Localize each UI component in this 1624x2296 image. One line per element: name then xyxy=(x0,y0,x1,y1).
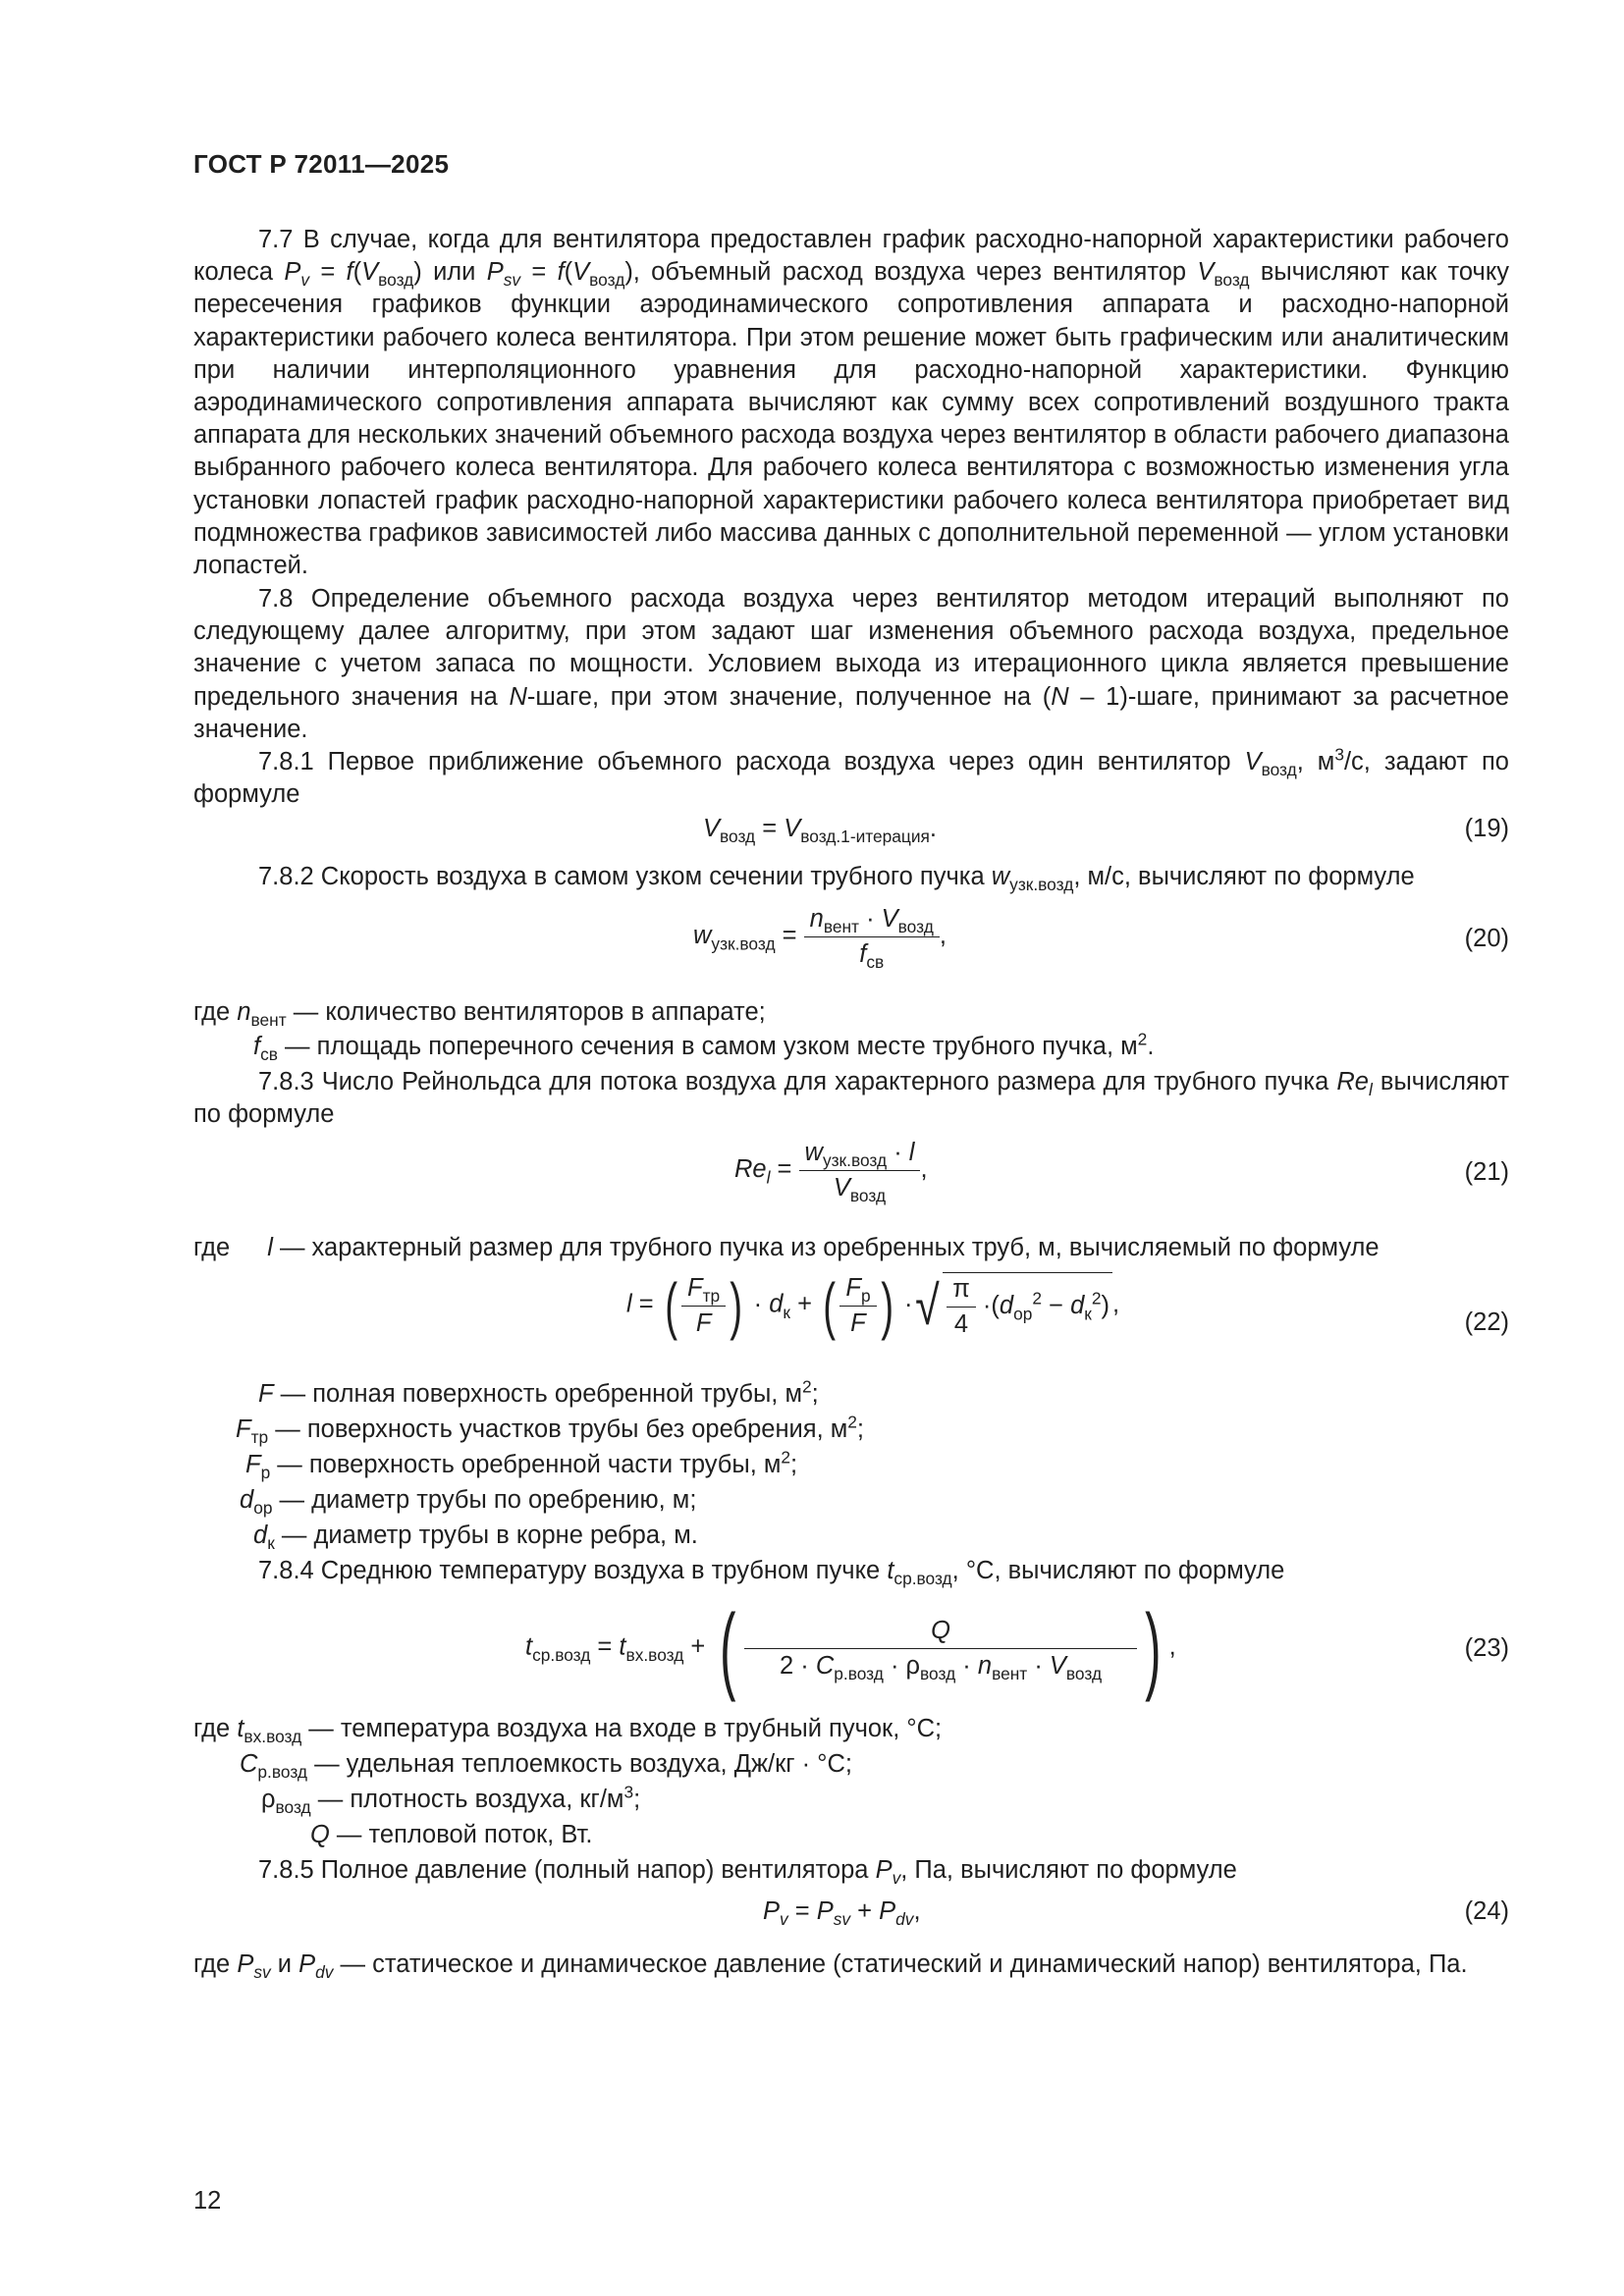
paragraph-7-8-5: 7.8.5 Полное давление (полный напор) вентилятора $P_v$, Па, вычисляют по формуле xyxy=(258,1856,1237,1889)
paragraph-7-8-2: 7.8.2 Скорость воздуха в самом узком сечении трубного пучка $w_{узк.возд}$, м/с, вычисляют по формуле xyxy=(258,863,1415,895)
formula-22: l = ( $\frac{F_{тр}}{F}$ ) · $d_к$ + ( $\frac{F_р}{F}$ ) ·√ $\frac{\pi}{4}$ $\cdot(d_{ор}^2 - d_к^2)$ , xyxy=(626,1270,1120,1341)
fraction: $\frac{n_{вент} \cdot V_{возд}}{f_{св}}$ xyxy=(804,905,940,969)
where-F-r: $F_р$ — поверхность оребренной части трубы, $м^2$; xyxy=(245,1447,798,1483)
where-d-or: $d_{ор}$ — диаметр трубы по оребрению, м; xyxy=(240,1486,697,1519)
where-f-sv: $f_{св}$ — площадь поперечного сечения в самом узком месте трубного пучка, $м^2$. xyxy=(253,1029,1155,1065)
formula-20: $w_{узк.возд}$ = $\frac{n_{вент} \cdot V_{возд}}{f_{св}}$ , xyxy=(693,905,947,973)
where-F-tr: $F_{тр}$ — поверхность участков трубы без оребрения, $м^2$; xyxy=(236,1412,865,1448)
where-Q: Q — тепловой поток, Вт. xyxy=(310,1821,593,1848)
where-P-sv-dv: где $P_{sv}$ и $P_{dv}$ — статическое и динамическое давление (статический и динамический напор) вентилятора, Па. xyxy=(193,1950,1468,1983)
where-d-k: $d_к$ — диаметр трубы в корне ребра, м. xyxy=(253,1522,698,1554)
formula-24: $P_v = P_{sv} + P_{dv}$, xyxy=(763,1897,921,1930)
equation-number-21: (21) xyxy=(1464,1158,1509,1186)
formula-23: $t_{ср.возд} = t_{вх.возд}$ + ( $\frac{Q}{2 \cdot C_{р.возд} \cdot \rho_{возд} \cdot n_{вент} \cdot V_{возд}}$ ) , xyxy=(525,1594,1176,1702)
document-header: ГОСТ Р 72011—2025 xyxy=(193,149,450,179)
paragraph-7-7: 7.7 В случае, когда для вентилятора предоставлен график расходно-напорной характеристики рабочего колеса $P_v = f(V_{возд})$ или $P_{sv} = f(V_{возд})$, объемный расход воздуха через вентилятор $V_{возд}$ вычисляют как точку пересечения графиков функции аэродинамического сопротивления аппарата и расходно-напорной характеристики рабочего колеса вентилятора. При этом решение может быть графическим или аналитическим при наличии интерполяционного уравнения для расходно-напорной характеристики. Функцию аэродинамического сопротивления аппарата вычисляют как сумму всех сопротивлений воздушного тракта аппарата для нескольких значений объемного расхода воздуха через вентилятор в области рабочего диапазона выбранного рабочего колеса вентилятора. Для рабочего колеса вентилятора с возможностью изменения угла установки лопастей график расходно-напорной характеристики рабочего колеса вентилятора приобретает вид подмножества графиков зависимостей либо массива данных с дополнительной переменной — углом установки лопастей. xyxy=(193,226,1510,580)
formula-21: $Re_l$ = $\frac{w_{узк.возд} \cdot l}{V_{возд}}$ , xyxy=(734,1139,928,1206)
paragraph-7-8-1: 7.8.1 Первое приближение объемного расхода воздуха через один вентилятор $V_{возд}$, $м^3/с$, задают по формуле xyxy=(193,744,1509,809)
where-l: где l — характерный размер для трубного пучка из оребренных труб, м, вычисляемый по формуле xyxy=(193,1234,1380,1261)
paragraph-7-8-3: 7.8.3 Число Рейнольдса для потока воздуха для характерного размера для трубного пучка $Re_l$ вычисляют по формуле xyxy=(193,1068,1509,1129)
paragraph-7-8: 7.8 Определение объемного расхода воздуха через вентилятор методом итераций выполняют по следующему далее алгоритму, при этом задают шаг изменения объемного расхода воздуха, предельное значение с учетом запаса по мощности. Условием выхода из итерационного цикла является превышение предельного значения на N-шаге, при этом значение, полученное на (N – 1)-шаге, принимают за расчетное значение. xyxy=(193,585,1509,743)
paragraph-7-8-4: 7.8.4 Среднюю температуру воздуха в трубном пучке $t_{ср.возд}$, °С, вычисляют по формуле xyxy=(258,1557,1285,1589)
formula-19: $V_{возд} = V_{возд.1-итерация}$. xyxy=(703,815,937,847)
where-rho: $\rho_{возд}$ — плотность воздуха, $кг/м^3$; xyxy=(261,1782,641,1818)
where-C-r: $C_{р.возд}$ — удельная теплоемкость воздуха, Дж/кг · °С; xyxy=(240,1750,852,1783)
equation-number-23: (23) xyxy=(1464,1634,1509,1662)
equation-number-24: (24) xyxy=(1464,1897,1509,1925)
where-n-vent: где $n_{вент}$ — количество вентиляторов в аппарате; xyxy=(193,998,766,1031)
fraction: $\frac{w_{узк.возд} \cdot l}{V_{возд}}$ xyxy=(799,1139,921,1202)
page-number: 12 xyxy=(193,2187,222,2215)
equation-number-22: (22) xyxy=(1464,1308,1509,1336)
equation-number-20: (20) xyxy=(1464,925,1509,952)
equation-number-19: (19) xyxy=(1464,815,1509,842)
where-t-vh: где $t_{вх.возд}$ — температура воздуха на входе в трубный пучок, °С; xyxy=(193,1715,943,1747)
where-F: F — полная поверхность оребренной трубы, $м^2$; xyxy=(258,1376,819,1408)
